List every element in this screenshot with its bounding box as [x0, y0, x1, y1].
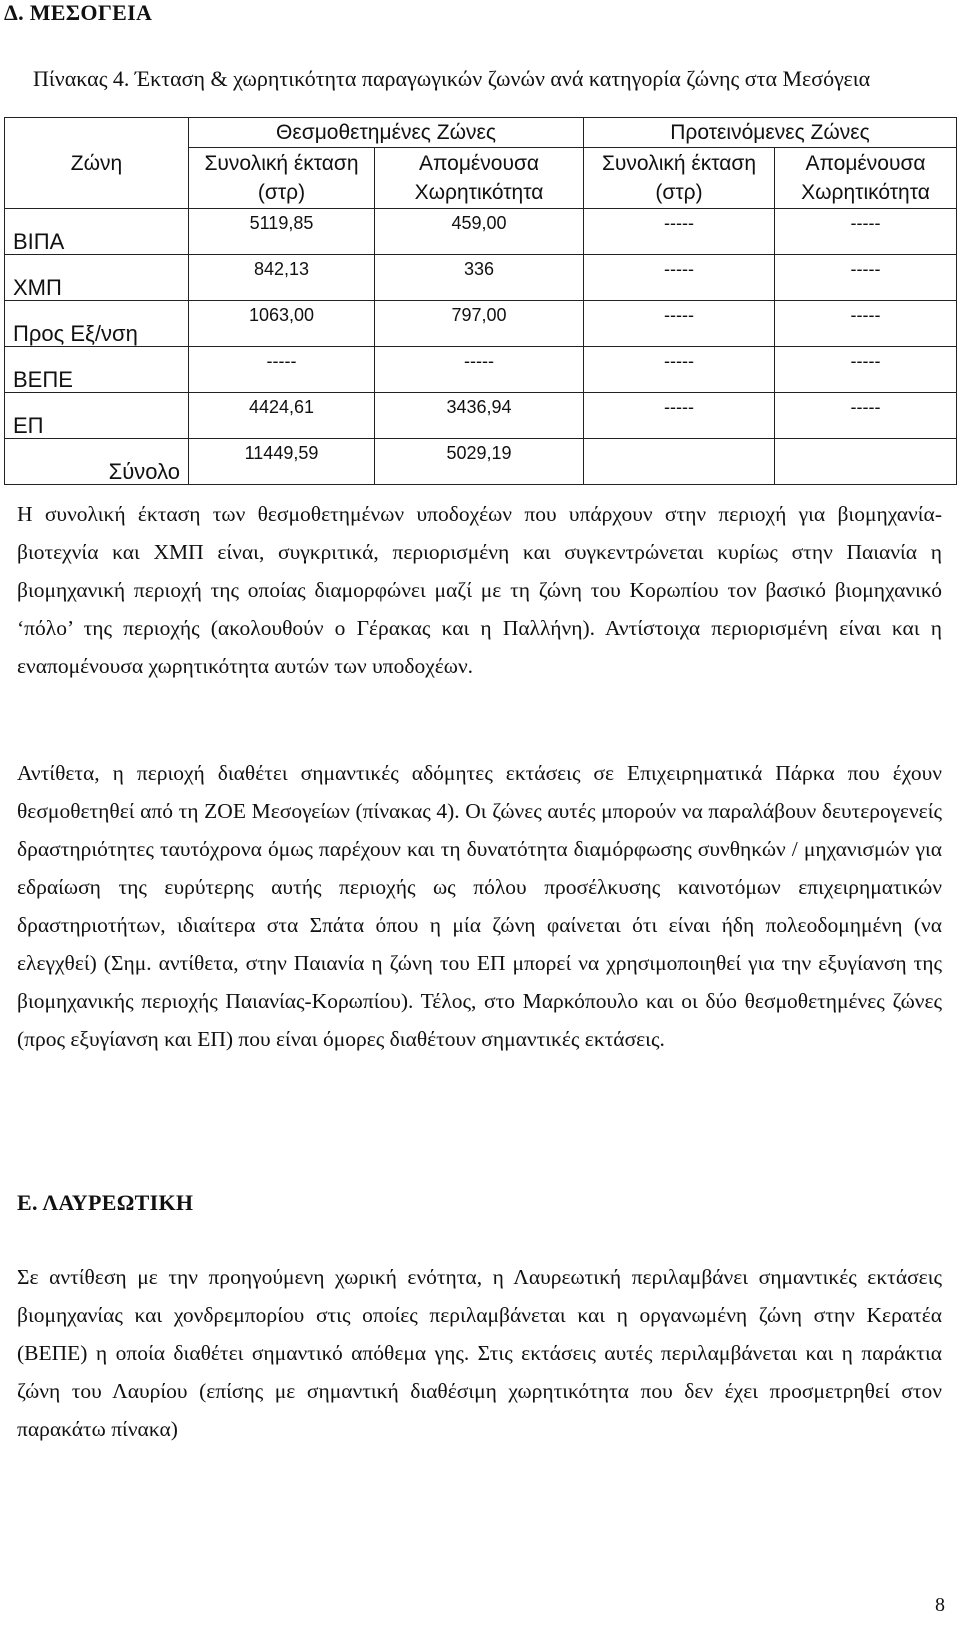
group-header-proposed: Προτεινόμενες Ζώνες	[584, 118, 957, 148]
cell-value: -----	[189, 347, 375, 393]
cell-value: -----	[775, 393, 957, 439]
cell-value: 842,13	[189, 255, 375, 301]
cell-value: -----	[775, 347, 957, 393]
table-row	[5, 255, 957, 301]
total-value	[584, 439, 775, 485]
subheader-total-area-established: Συνολική έκταση (στρ)	[189, 148, 375, 209]
zone-label: ΒΕΠΕ	[5, 347, 189, 393]
cell-value: -----	[584, 347, 775, 393]
cell-value: 4424,61	[189, 393, 375, 439]
cell-value: -----	[584, 209, 775, 255]
total-value: 5029,19	[375, 439, 584, 485]
zone-label: ΧΜΠ	[5, 255, 189, 301]
table-row	[5, 301, 957, 347]
subheader-remaining-capacity-proposed: Απομένουσα Χωρητικότητα	[775, 148, 957, 209]
page-number: 8	[935, 1594, 945, 1616]
table-header-row	[5, 118, 957, 148]
cell-value: -----	[584, 255, 775, 301]
cell-value: 797,00	[375, 301, 584, 347]
cell-value: -----	[584, 301, 775, 347]
cell-value: 459,00	[375, 209, 584, 255]
total-value: 11449,59	[189, 439, 375, 485]
total-value	[775, 439, 957, 485]
cell-value: -----	[775, 301, 957, 347]
zone-label: Προς Εξ/νση	[5, 301, 189, 347]
section-heading-mesogeia: Δ. ΜΕΣΟΓΕΙΑ	[4, 0, 153, 25]
table-caption: Πίνακας 4. Έκταση & χωρητικότητα παραγωγικών ζωνών ανά κατηγορία ζώνης στα Μεσόγεια	[33, 66, 871, 91]
cell-value: 3436,94	[375, 393, 584, 439]
zone-label: ΕΠ	[5, 393, 189, 439]
cell-value: -----	[775, 209, 957, 255]
subheader-remaining-capacity-established: Απομένουσα Χωρητικότητα	[375, 148, 584, 209]
body-paragraph-3: Σε αντίθεση με την προηγούμενη χωρική ενότητα, η Λαυρεωτική περιλαμβάνει σημαντικές εκτάσεις βιομηχανίας και χονδρεμπορίου στις οποίες περιλαμβάνεται και η οργανωμένη ζώνη στην Κερατέα (ΒΕΠΕ) η οποία διαθέτει σημαντικό απόθεμα γης. Στις εκτάσεις αυτές περιλαμβάνεται και η παράκτια ζώνη του Λαυρίου (επίσης με σημαντική διαθέσιμη χωρητικότητα που δεν έχει προσμετρηθεί στον παρακάτω πίνακα)	[17, 1265, 942, 1441]
total-label: Σύνολο	[5, 439, 189, 485]
table-row	[5, 209, 957, 255]
cell-value: 1063,00	[189, 301, 375, 347]
zone-label: ΒΙΠΑ	[5, 209, 189, 255]
cell-value: 336	[375, 255, 584, 301]
group-header-established: Θεσμοθετημένες Ζώνες	[189, 118, 584, 148]
body-paragraph-2: Αντίθετα, η περιοχή διαθέτει σημαντικές αδόμητες εκτάσεις σε Επιχειρηματικά Πάρκα που έχουν θεσμοθετηθεί από τη ΖΟΕ Μεσογείων (πίνακας 4). Οι ζώνες αυτές μπορούν να παραλάβουν δευτερογενείς δραστηριότητες ταυτόχρονα όμως παρέχουν και τη δυνατότητα διαμόρφωσης συνθηκών / μηχανισμών για εδραίωση της ευρύτερης αυτής περιοχής ως πόλου προσέλκυσης καινοτόμων επιχειρηματικών δραστηριοτήτων, ιδιαίτερα στα Σπάτα όπου η μία ζώνη φαίνεται ότι είναι ήδη πολεοδομημένη (να ελεγχθεί) (Σημ. αντίθετα, στην Παιανία η ζώνη του ΕΠ μπορεί να χρησιμοποιηθεί για την εξυγίανση της βιομηχανικής περιοχής Παιανίας-Κορωπίου). Τέλος, στο Μαρκόπουλο και οι δύο θεσμοθετημένες ζώνες (προς εξυγίανση και ΕΠ) που είναι όμορες διαθέτουν σημαντικές εκτάσεις.	[17, 761, 942, 1051]
section-heading-lavreotiki: Ε. ΛΑΥΡΕΩΤΙΚΗ	[17, 1190, 194, 1215]
zone-column-header: Ζώνη	[5, 118, 189, 209]
cell-value: -----	[375, 347, 584, 393]
cell-value: 5119,85	[189, 209, 375, 255]
subheader-total-area-proposed: Συνολική έκταση (στρ)	[584, 148, 775, 209]
body-paragraph-1: Η συνολική έκταση των θεσμοθετημένων υποδοχέων που υπάρχουν στην περιοχή για βιομηχανία-βιοτεχνία και ΧΜΠ είναι, συγκριτικά, περιορισμένη και συγκεντρώνεται κυρίως στην Παιανία η βιομηχανική περιοχή της οποίας διαμορφώνει μαζί με τη ζώνη του Κορωπίου τον βασικό βιομηχανικό ‘πόλο’ της περιοχής (ακολουθούν ο Γέρακας και η Παλλήνη). Αντίστοιχα περιορισμένη είναι και η εναπομένουσα χωρητικότητα αυτών των υποδοχέων.	[17, 502, 942, 678]
table-row	[5, 393, 957, 439]
table-row	[5, 347, 957, 393]
table-total-row	[5, 439, 957, 485]
zones-table	[4, 117, 957, 485]
cell-value: -----	[775, 255, 957, 301]
cell-value: -----	[584, 393, 775, 439]
